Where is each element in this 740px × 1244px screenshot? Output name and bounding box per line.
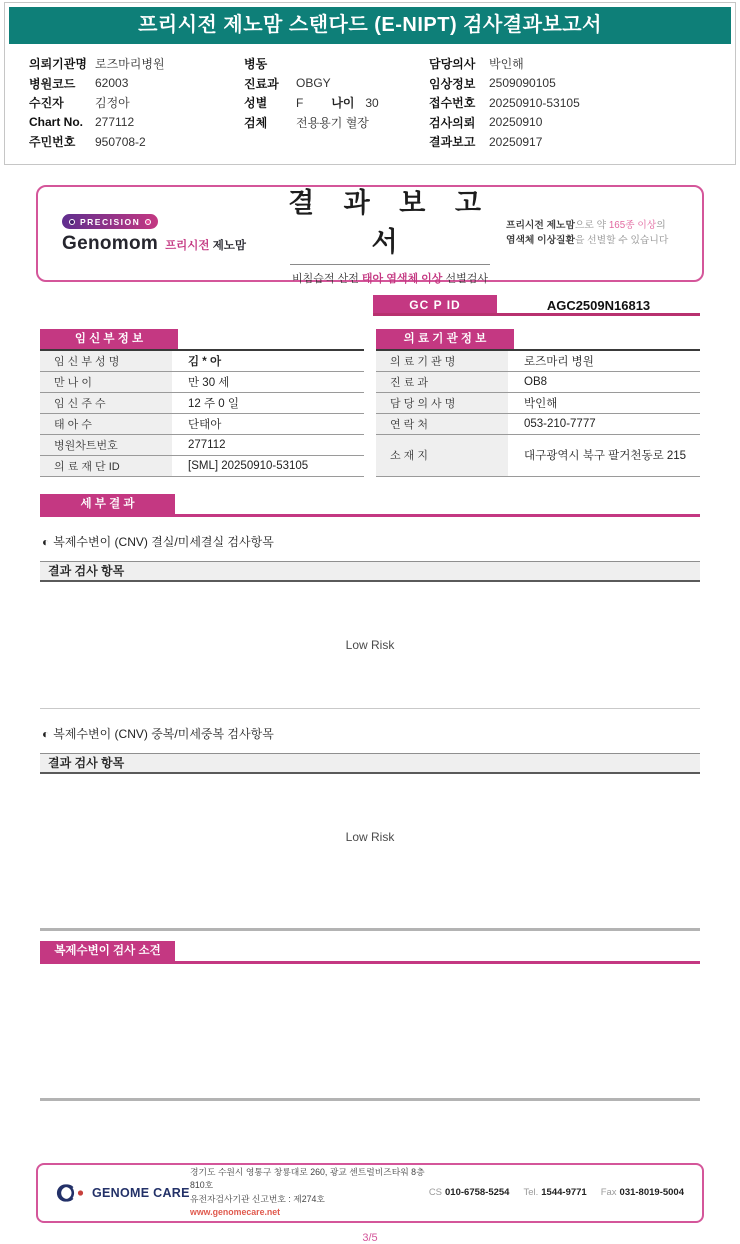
info-row [429,74,727,94]
result-column-header: 결과 검사 항목 [40,753,700,774]
cnv-findings-header [40,941,700,964]
row-value: 대구광역시 북구 팔거천동로 215 [524,450,687,462]
clinic-info-table [376,329,700,477]
cnv-duplication-section [40,709,700,900]
report-subtitle: 비침습적 산전 태아 염색체 이상 선별검사 [292,272,488,285]
field-value: 전용용기 혈장 [296,115,369,130]
mother-table-title: 임 신 부 정 보 [40,329,178,349]
document-body [0,185,740,1244]
row-value: OB8 [524,375,548,388]
gcpid-row [373,295,700,316]
table-row [40,456,364,477]
info-row [29,74,244,94]
field-value: 박인해 [489,57,524,72]
contact-fax: Fax 031-8019-5004 [600,1187,684,1198]
field-value: OBGY [296,76,331,91]
thick-divider [40,1098,700,1101]
patient-info-col3 [429,54,727,152]
info-row [244,93,429,113]
report-header-box [36,185,704,285]
table-row [40,351,364,372]
field-label: 진료과 [244,76,279,91]
cnv-deletion-section [40,517,700,709]
info-row [29,113,244,133]
info-tables [40,329,700,477]
row-label: 연 락 처 [376,414,508,434]
row-label: 만 나 이 [40,372,172,392]
detail-results-header [40,494,700,517]
info-row [244,54,429,74]
table-row [40,414,364,435]
field-label: 수진자 [29,96,64,111]
info-row [429,113,727,133]
info-row [429,93,727,113]
info-row [244,113,429,133]
table-row [376,435,700,477]
table-row [40,372,364,393]
genomom-logo-text: Genomom [62,232,159,254]
table-row [40,435,364,456]
info-row [244,74,429,94]
table-row [376,414,700,435]
result-value: Low Risk [345,829,395,844]
field-value: F [296,95,304,110]
field-label: 임상정보 [429,76,476,91]
screening-note: 프리시전 제노맘으로 약 165종 이상의 염색체 이상질환을 선별할 수 있습니다 [506,219,669,246]
patient-info-col2 [244,54,429,152]
genome-care-logo [56,1182,190,1204]
info-row [429,54,727,74]
row-value: 만 30 세 [188,376,230,389]
website-link[interactable]: www.genomecare.net [190,1206,281,1217]
patient-info-grid [9,44,731,154]
precision-dot-left-icon [69,219,75,225]
cnv-section-heading: ◐ 복제수변이 (CNV) 중복/미세중복 검사항목 [42,726,274,741]
genomom-logo [62,212,274,255]
cnv-findings-badge: 복제수변이 검사 소견 [40,941,175,961]
field-label: 병원코드 [29,76,76,91]
field-value: 김정아 [95,96,130,111]
info-row [29,93,244,113]
row-value: 277112 [188,438,226,451]
address-line2: 유전자검사기관 신고번호 : 제274호 [190,1193,325,1204]
detail-results-badge: 세 부 결 과 [40,494,175,514]
genome-care-logo-text: GENOME CARE [92,1185,190,1200]
row-label: 의 료 기 관 명 [376,351,508,371]
contact-tel: Tel. 1544-9771 [523,1187,587,1198]
row-label: 임 신 부 성 명 [40,351,172,371]
field-value: 20250910 [489,115,543,130]
field-value: 30 [365,95,379,110]
result-column-header: 결과 검사 항목 [40,561,700,582]
gcpid-label: GC P ID [373,295,497,313]
cnv-section-heading: ◐ 복제수변이 (CNV) 결실/미세결실 검사항목 [42,534,274,549]
footer-contacts [429,1187,684,1198]
report-main-title: 결 과 보 고 서 [288,187,492,257]
field-value: 950708-2 [95,134,146,149]
row-label: 담 당 의 사 명 [376,393,508,413]
row-value: 로즈마리 병원 [524,355,594,368]
field-value: 62003 [95,76,129,91]
field-label: 담당의사 [429,57,476,72]
row-value: 053-210-7777 [524,417,596,430]
gcpid-value: AGC2509N16813 [546,297,651,313]
row-label: 진 료 과 [376,372,508,392]
precision-badge [62,214,158,229]
genome-care-logo-icon [56,1182,86,1204]
table-row [376,372,700,393]
row-label: 태 아 수 [40,414,172,434]
field-label: 접수번호 [429,96,476,111]
row-value: 김 * 아 [188,355,222,368]
contact-cs: CS 010-6758-5254 [428,1187,510,1198]
patient-info-col1 [29,54,244,152]
row-value: 12 주 0 일 [188,397,239,410]
clinic-table-title: 의 료 기 관 정 보 [376,329,514,349]
thick-divider [40,928,700,931]
field-label: 결과보고 [429,135,476,150]
precision-dot-right-icon [145,219,151,225]
table-row [40,393,364,414]
row-value: [SML] 20250910-53105 [188,459,309,472]
footer-box [36,1163,704,1223]
half-circle-icon: ◐ [42,726,50,741]
field-value: 20250910-53105 [489,95,580,110]
field-value: 277112 [95,115,135,130]
row-label: 병원차트번호 [40,435,172,455]
footer-address [184,1166,429,1219]
table-row [376,393,700,414]
page-number: 3/5 [362,1231,378,1244]
row-label: 소 재 지 [376,435,508,476]
field-value: 2509090105 [489,76,556,91]
field-label: Chart No. [29,115,83,130]
half-circle-icon: ◐ [42,534,50,549]
field-label: 병동 [244,57,268,72]
field-label: 나이 [331,96,355,111]
field-value: 로즈마리병원 [95,57,165,72]
report-title-bar: 프리시전 제노맘 스탠다드 (E-NIPT) 검사결과보고서 [9,7,731,44]
field-label: 주민번호 [29,135,76,150]
info-row [29,54,244,74]
row-value: 박인해 [524,397,558,410]
mother-info-table [40,329,364,477]
row-value: 단태아 [188,418,222,431]
field-label: 검사의뢰 [429,115,476,130]
info-row [29,132,244,152]
row-label: 임 신 주 수 [40,393,172,413]
field-label: 의뢰기관명 [29,57,87,72]
address-line1: 경기도 수원시 영통구 창룡대로 260, 광교 센트럴비즈타워 8층 810호 [190,1167,425,1191]
title-divider [290,264,490,265]
genomom-wordmark [62,233,274,255]
result-value: Low Risk [345,637,395,652]
field-label: 성별 [244,96,268,111]
field-label: 검체 [244,115,268,130]
precision-badge-label: PRECISION [80,216,141,227]
findings-empty-area [40,964,700,1098]
field-value: 20250917 [489,134,543,149]
genomom-logo-subtext: 프리시전 제노맘 [165,239,247,252]
table-row [376,351,700,372]
report-title-block [274,181,506,286]
row-label: 의 료 재 단 ID [40,456,172,476]
emr-header-panel [4,2,736,165]
info-row [429,132,727,152]
